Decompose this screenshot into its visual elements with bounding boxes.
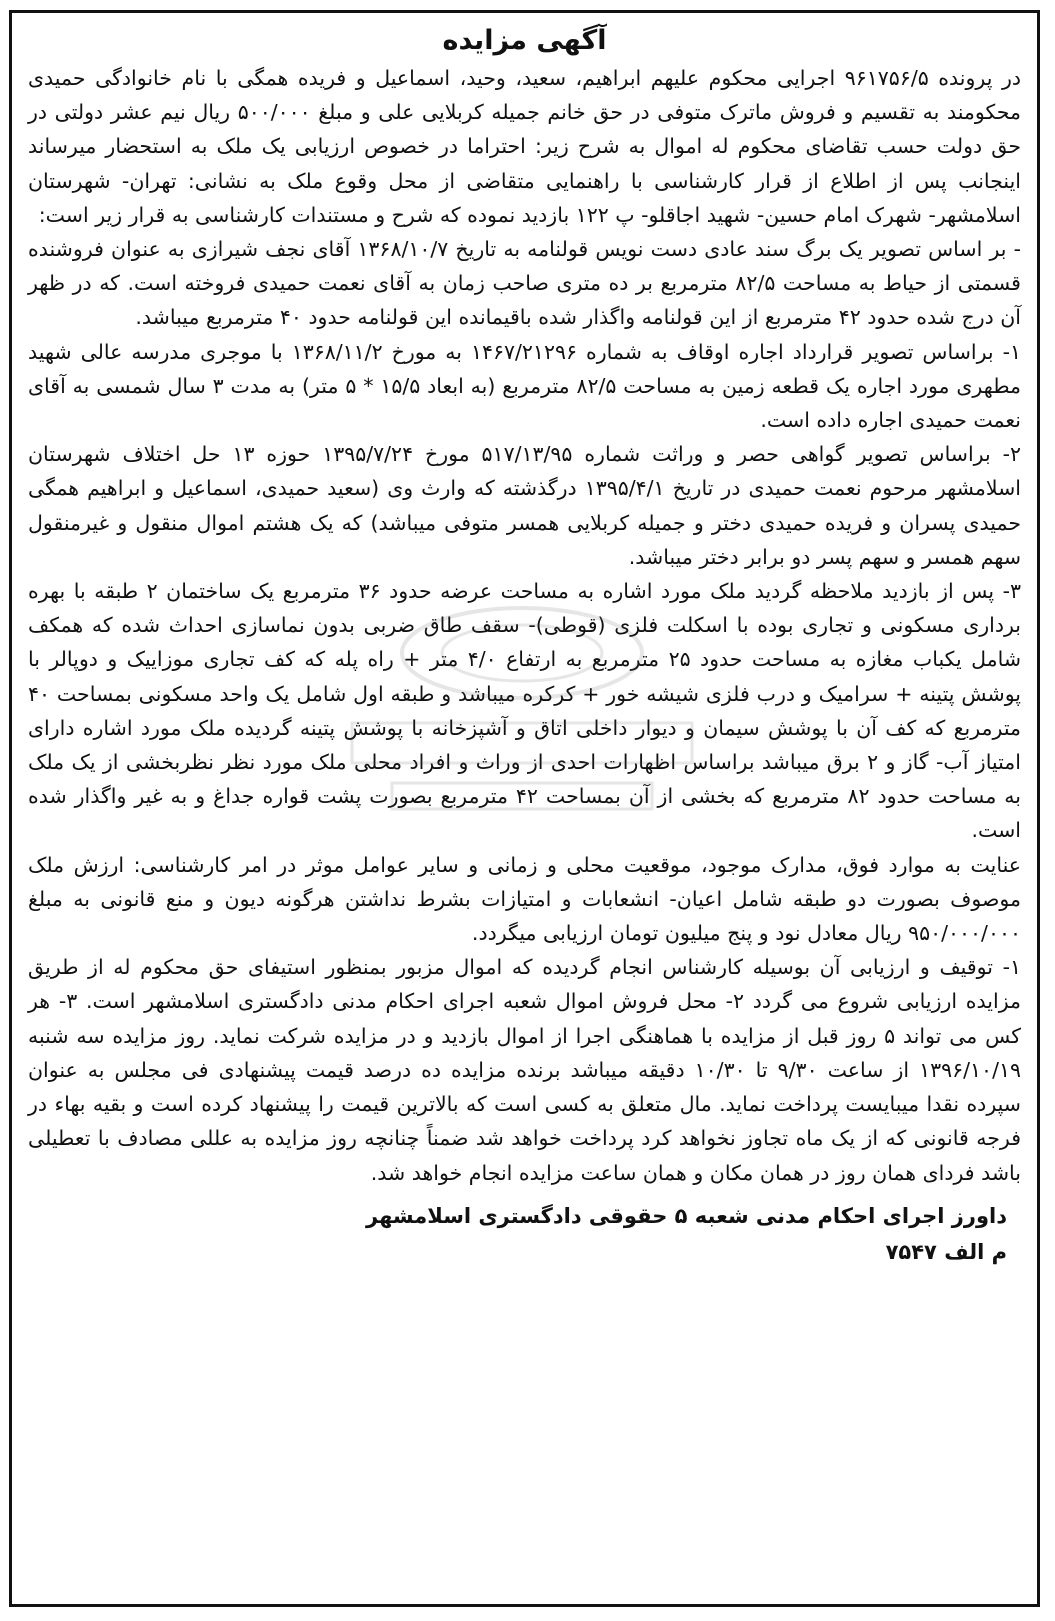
inheritance-paragraph: ۲- براساس تصویر گواهی حصر و وراثت شماره ۵۱۷/۱۳/۹۵ مورخ ۱۳۹۵/۷/۲۴ حوزه ۱۳ حل اختلاف شهرستان اسلامشهر مرحوم نعمت حمیدی در تاریخ ۱۳۹۵/۴/۱ درگذشته که وارث وی (سعید حمیدی، اسماعیل و ابراهیم همگی حمیدی پسران و فریده حمیدی دختر و جمیله کربلایی همسر متوفی میباشد) که یک هشتم اموال منقول و غیرمنقول سهم همسر و سهم پسر دو برابر دختر میباشد. xyxy=(28,442,1021,569)
notice-title: آگهی مزایده xyxy=(442,25,607,56)
inspection-paragraph: ۳- پس از بازدید ملاحظه گردید ملک مورد اشاره به مساحت عرضه حدود ۳۶ مترمربع یک ساختمان ۲ طبقه با بهره برداری مسکونی و تجاری بوده با اسکلت فلزی (قوطی)- سقف طاق ضربی بدون نماسازی احداث شده که همکف شامل یکباب مغازه به مساحت حدود ۲۵ مترمربع به ارتفاع ۴/۰ متر + راه پله که کف تجاری موزاییک و دوپالر با پوشش پتینه + سرامیک و درب فلزی شیشه خور + کرکره میباشد و طبقه اول شامل یک واحد مسکونی بمساحت ۴۰ مترمربع که کف آن با پوشش سیمان و دیوار داخلی اتاق و آشپزخانه با پوشش پتینه گردیده ملک مورد اشاره دارای امتیاز آب- گاز و ۲ برق میباشد براساس اظهارات احدی از وراث و افراد محلی ملک مورد نظر نظربخشی از یک ملک به مساحت حدود ۸۲ مترمربع که بخشی از آن بمساحت ۴۲ مترمربع بصورت پشت قواره جداغ و به غیر واگذار شده است. xyxy=(28,579,1022,843)
valuation-paragraph: عنایت به موارد فوق، مدارک موجود، موقعیت محلی و زمانی و سایر عوامل موثر در امر کارشناسی: ارزش ملک موصوف بصورت دو طبقه شامل اعیان- انشعابات و امتیازات بشرط نداشتن هرگونه دیون و منع قانونی به مبلغ ۹۵۰/۰۰۰/۰۰۰ ریال معادل نود و پنج میلیون تومان ارزیابی میگردد. xyxy=(28,852,1021,946)
notice-frame xyxy=(9,10,1040,1607)
auction-notice xyxy=(12,13,1037,1270)
deed-paragraph: - بر اساس تصویر یک برگ سند عادی دست نویس قولنامه به تاریخ ۱۳۶۸/۱۰/۷ آقای نجف شیرازی به عنوان فروشنده قسمتی از حیاط به مساحت ۸۲/۵ مترمربع بر ده متری صاحب زمان به آقای نعمت حمیدی فروخته است. که در ظهر آن درج شده حدود ۴۲ مترمربع از این قولنامه واگذار شده باقیمانده این قولنامه حدود ۴۰ مترمربع میباشد. xyxy=(28,237,1021,330)
signature-office: داورز اجرای احکام مدنی شعبه ۵ حقوقی دادگستری اسلامشهر xyxy=(366,1203,1007,1228)
signature-block xyxy=(28,1198,1007,1270)
auction-terms-paragraph: ۱- توقیف و ارزیابی آن بوسیله کارشناس انجام گردیده که اموال مزبور بمنظور استیفای حق محکوم له از طریق مزایده ارزیابی شروع می گردد ۲- محل فروش اموال شعبه اجرای احکام مدنی دادگستری اسلامشهر است. ۳- هر کس می تواند ۵ روز قبل از مزایده با هماهنگی اجرا از اموال بازدید و در مزایده شرکت نماید. روز مزایده سه شنبه ۱۳۹۶/۱۰/۱۹ از ساعت ۹/۳۰ تا ۱۰/۳۰ دقیقه میباشد برنده مزایده ده درصد قیمت پیشنهادی فی مجلس به عنوان سپرده نقدا میبایست پرداخت نماید. مال متعلق به کسی است که بالاترین قیمت را پیشنهاد کرده است و بقیه بهاء در فرجه قانونی که از یک ماه تجاوز نخواهد کرد پرداخت خواهد شد ضمناً چنانچه روز مزایده به عللی مصادف با تعطیلی باشد فردای همان روز در همان مکان و همان ساعت مزایده انجام خواهد شد. xyxy=(28,955,1022,1185)
lease-paragraph: ۱- براساس تصویر قرارداد اجاره اوقاف به شماره ۱۴۶۷/۲۱۲۹۶ به مورخ ۱۳۶۸/۱۱/۲ با موجری مدرسه عالی شهید مطهری مورد اجاره یک قطعه زمین به مساحت ۸۲/۵ مترمربع (به ابعاد ۱۵/۵ * ۵ متر) به مدت ۳ سال شمسی به آقای نعمت حمیدی اجاره داده است. xyxy=(28,339,1021,433)
intro-paragraph: در پرونده ۹۶۱۷۵۶/۵ اجرایی محکوم علیهم ابراهیم، سعید، وحید، اسماعیل و فریده همگی با نام خانوادگی حمیدی محکومند به تقسیم و فروش ماترک متوفی در حق خانم جمیله کربلایی علی و مبلغ ۵۰۰/۰۰۰ ریال نیم عشر دولتی در حق دولت حسب تقاضای محکوم له اموال به شرح زیر: احتراما در خصوص ارزیابی یک ملک به استحضار میرساند اینجانب پس از اطلاع از قرار کارشناسی با راهنمایی متقاضی از محل وقوع ملک به نشانی: تهران- شهرستان اسلامشهر- شهرک امام حسین- شهید اجاقلو- پ ۱۲۲ بازدید نموده که شرح و مستندات کارشناسی به قرار زیر است: xyxy=(28,66,1022,227)
signature-reference: م الف ۷۵۴۷ xyxy=(885,1239,1007,1264)
